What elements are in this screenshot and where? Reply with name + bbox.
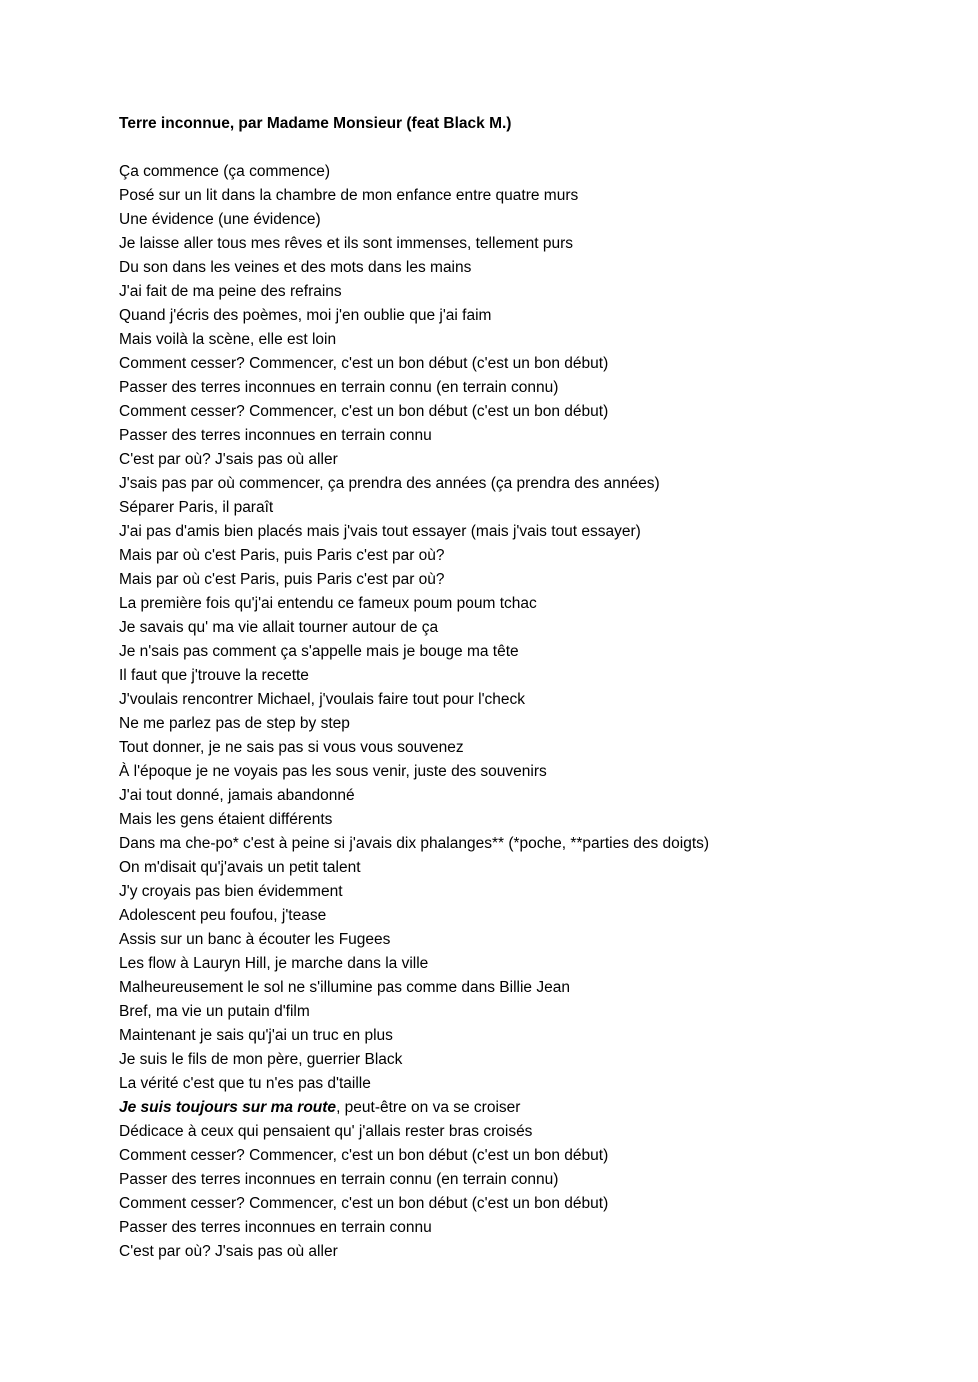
lyric-line: Une évidence (une évidence) xyxy=(119,211,321,228)
lyric-line: Passer des terres inconnues en terrain connu xyxy=(119,1219,432,1236)
lyric-line: Comment cesser? Commencer, c'est un bon début (c'est un bon début) xyxy=(119,403,609,420)
emphasized-lyric-segment: Je suis toujours sur ma route xyxy=(119,1099,337,1116)
lyric-line: Je savais qu' ma vie allait tourner autour de ça xyxy=(119,619,439,636)
lyric-line: Maintenant je sais qu'j'ai un truc en plus xyxy=(119,1027,393,1044)
lyric-line xyxy=(119,1096,868,1120)
lyric-line: Mais par où c'est Paris, puis Paris c'est par où? xyxy=(119,571,445,588)
lyric-line: J'ai pas d'amis bien placés mais j'vais tout essayer (mais j'vais tout essayer) xyxy=(119,523,641,540)
lyric-line: Passer des terres inconnues en terrain connu (en terrain connu) xyxy=(119,1171,559,1188)
lyric-line: Quand j'écris des poèmes, moi j'en oublie que j'ai faim xyxy=(119,307,492,324)
lyric-line: J'sais pas par où commencer, ça prendra des années (ça prendra des années) xyxy=(119,475,660,492)
lyric-line: Tout donner, je ne sais pas si vous vous souvenez xyxy=(119,739,464,756)
lyric-line: J'ai fait de ma peine des refrains xyxy=(119,283,342,300)
document-title: Terre inconnue, par Madame Monsieur (feat Black M.) xyxy=(119,115,512,132)
lyric-line: Posé sur un lit dans la chambre de mon enfance entre quatre murs xyxy=(119,187,579,204)
lyric-line: Séparer Paris, il paraît xyxy=(119,499,274,516)
lyric-line: Je suis le fils de mon père, guerrier Black xyxy=(119,1051,403,1068)
lyric-line: À l'époque je ne voyais pas les sous venir, juste des souvenirs xyxy=(119,763,547,780)
lyric-line: Bref, ma vie un putain d'film xyxy=(119,1003,310,1020)
lyric-line: C'est par où? J'sais pas où aller xyxy=(119,1243,338,1260)
lyric-line: J'voulais rencontrer Michael, j'voulais faire tout pour l'check xyxy=(119,691,526,708)
lyric-line: Mais les gens étaient différents xyxy=(119,811,333,828)
lyric-line: Passer des terres inconnues en terrain connu (en terrain connu) xyxy=(119,379,559,396)
lyric-line: Je n'sais pas comment ça s'appelle mais je bouge ma tête xyxy=(119,643,519,660)
lyric-line: Il faut que j'trouve la recette xyxy=(119,667,309,684)
lyric-line: J'ai tout donné, jamais abandonné xyxy=(119,787,355,804)
lyric-line: Ça commence (ça commence) xyxy=(119,163,331,180)
lyric-line: Dans ma che-po* c'est à peine si j'avais dix phalanges** (*poche, **parties des doigts) xyxy=(119,835,710,852)
lyric-line: Adolescent peu foufou, j'tease xyxy=(119,907,327,924)
lyric-line: Comment cesser? Commencer, c'est un bon début (c'est un bon début) xyxy=(119,1195,609,1212)
lyric-line: Mais voilà la scène, elle est loin xyxy=(119,331,337,348)
lyric-line: Ne me parlez pas de step by step xyxy=(119,715,350,732)
lyric-line: Comment cesser? Commencer, c'est un bon début (c'est un bon début) xyxy=(119,1147,609,1164)
lyric-line: La première fois qu'j'ai entendu ce fameux poum poum tchac xyxy=(119,595,537,612)
lyric-line: Malheureusement le sol ne s'illumine pas comme dans Billie Jean xyxy=(119,979,570,996)
lyric-line: Comment cesser? Commencer, c'est un bon début (c'est un bon début) xyxy=(119,355,609,372)
lyric-line: Du son dans les veines et des mots dans les mains xyxy=(119,259,472,276)
lyric-line: Dédicace à ceux qui pensaient qu' j'allais rester bras croisés xyxy=(119,1123,533,1140)
lyric-line: J'y croyais pas bien évidemment xyxy=(119,883,343,900)
lyric-segment: , peut-être on va se croiser xyxy=(336,1099,521,1116)
lyric-line: Je laisse aller tous mes rêves et ils sont immenses, tellement purs xyxy=(119,235,573,252)
lyric-line: Assis sur un banc à écouter les Fugees xyxy=(119,931,391,948)
lyric-line: On m'disait qu'j'avais un petit talent xyxy=(119,859,361,876)
lyrics-block xyxy=(119,160,868,1264)
lyric-line: C'est par où? J'sais pas où aller xyxy=(119,451,338,468)
lyric-line: La vérité c'est que tu n'es pas d'taille xyxy=(119,1075,371,1092)
lyric-line: Mais par où c'est Paris, puis Paris c'est par où? xyxy=(119,547,445,564)
lyric-line: Les flow à Lauryn Hill, je marche dans la ville xyxy=(119,955,429,972)
lyric-line: Passer des terres inconnues en terrain connu xyxy=(119,427,432,444)
